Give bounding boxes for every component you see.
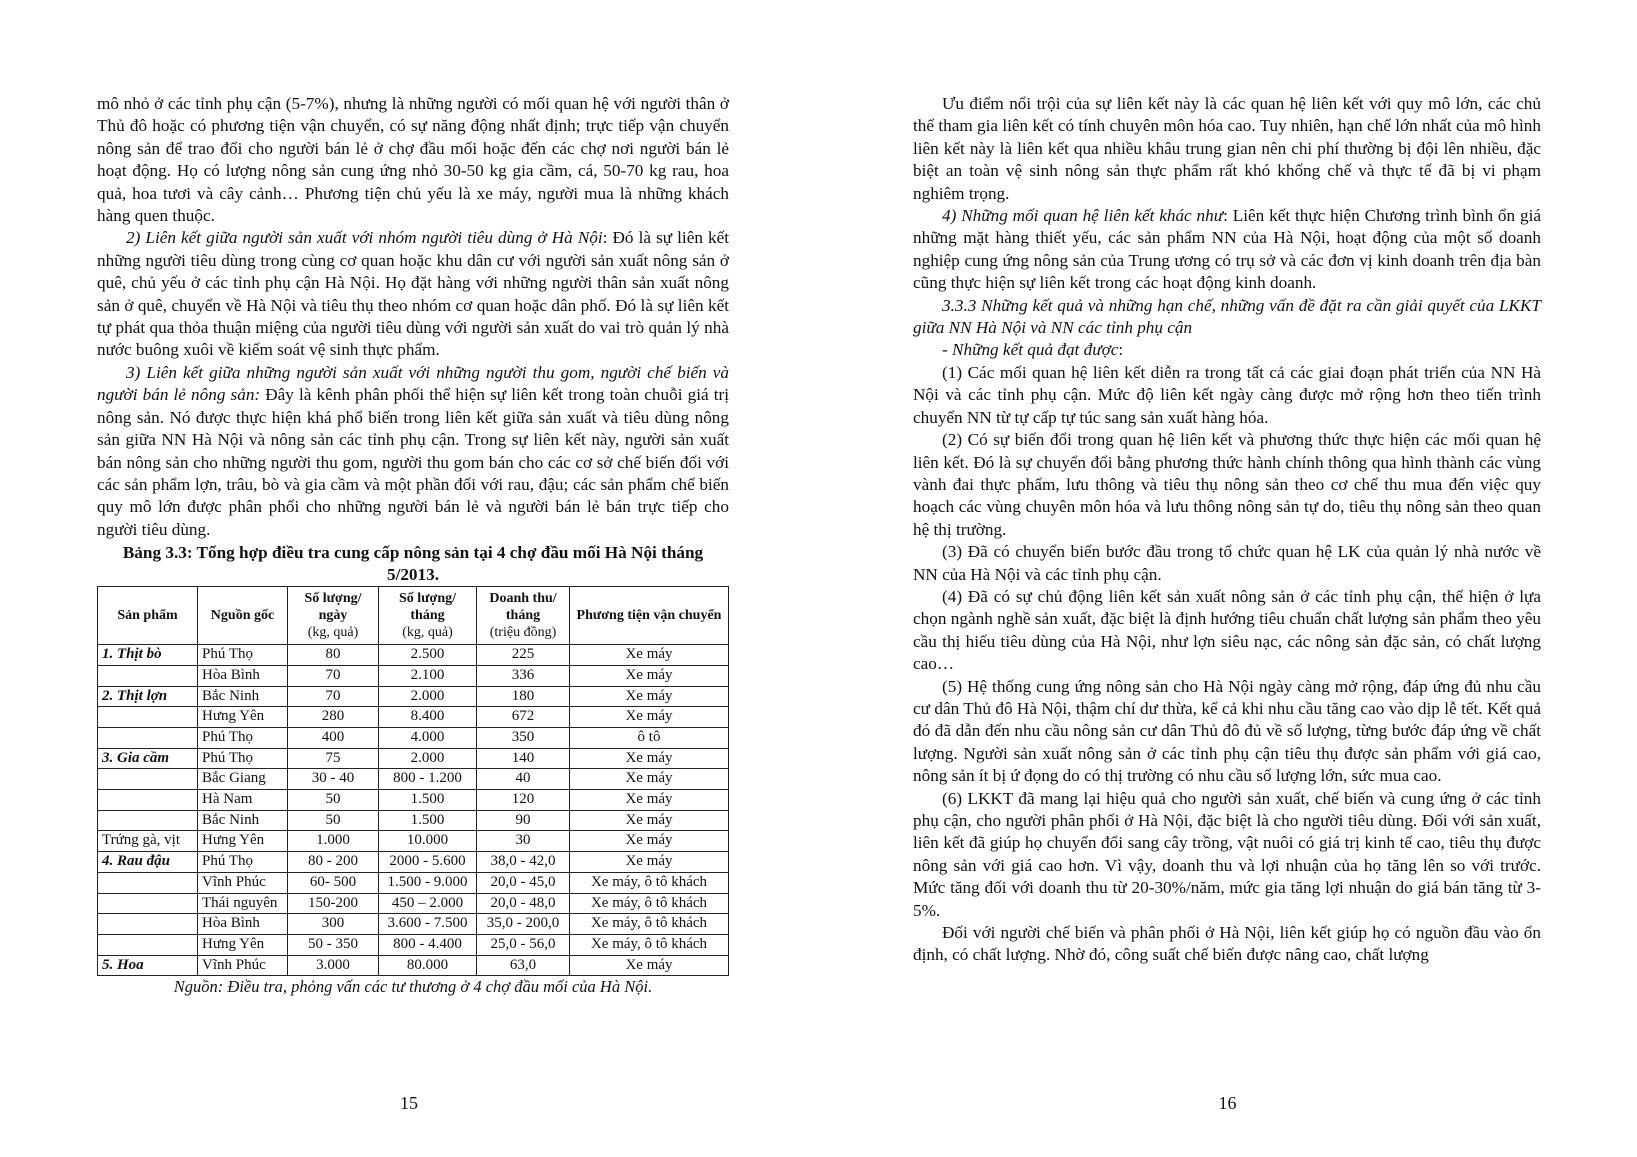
table-cell-revenue: 225 (477, 645, 570, 666)
right-paragraph-1: Ưu điểm nổi trội của sự liên kết này là các quan hệ liên kết với quy mô lớn, các chủ thể tham gia liên kết có tính chuyên môn hóa cao. Tuy nhiên, hạn chế lớn nhất của mô hình liên kết này là liên kết qua nhiều khâu trung gian nên chi phí thường bị đội lên nhiều, đặc biệt an toàn vệ sinh nông sản thực phẩm rất khó khống chế và thực tế đã bị vi phạm nghiêm trọng. (913, 94, 1541, 203)
table-cell-product: 5. Hoa (98, 955, 198, 976)
header-unit: (triệu đồng) (489, 625, 557, 641)
table-cell-transport: Xe máy (570, 852, 729, 873)
supply-table (97, 586, 729, 976)
header-label: Doanh thu/ tháng (489, 591, 557, 624)
table-row (98, 769, 729, 790)
table-cell-origin: Bắc Ninh (198, 810, 288, 831)
right-paragraph-10: (6) LKKT đã mang lại hiệu quả cho người sản xuất, chế biến và cung ứng ở các tỉnh phụ cận, cho người phân phối ở Hà Nội, đặc biệt là cho người tiêu dùng. Đối với sản xuất, liên kết đã giúp họ chuyển đổi sang cây trồng, vật nuôi có giá trị kinh tế cao, tiêu thụ được nông sản với giá cao hơn. Vì vậy, doanh thu và lợi nhuận của họ tăng lên so với trước. Mức tăng đối với doanh thu từ 20-30%/năm, mức gia tăng lợi nhuận do giá bán tăng từ 3-5%. (913, 788, 1541, 920)
right-paragraph-11: Đối với người chế biến và phân phối ở Hà Nội, liên kết giúp họ có nguồn đầu vào ổn định, có chất lượng. Nhờ đó, công suất chế biến được nâng cao, chất lượng (913, 923, 1541, 965)
table-cell-per-month: 4.000 (379, 727, 477, 748)
table-header-cell (477, 587, 570, 645)
table-cell-origin: Phú Thọ (198, 645, 288, 666)
table-cell-transport: Xe máy (570, 810, 729, 831)
table-cell-revenue: 120 (477, 790, 570, 811)
table-cell-product (98, 893, 198, 914)
table-cell-transport: Xe máy (570, 769, 729, 790)
table-cell-product (98, 769, 198, 790)
table-cell-per-day: 70 (288, 686, 379, 707)
table-cell-revenue: 140 (477, 748, 570, 769)
table-cell-per-day: 280 (288, 707, 379, 728)
right-paragraph-6: (2) Có sự biến đổi trong quan hệ liên kết và phương thức thực hiện các mối quan hệ liên kết. Đó là sự chuyển đổi bằng phương thức hành chính thông qua hình thành các vùng vành đai thực phẩm, lưu thông và tiêu thụ nông sản theo cơ chế thu mua đến việc quy hoạch các vùng chuyên môn hóa và lưu thông nông sản tự do, tiêu thụ nông sản theo quan hệ thị trường. (913, 430, 1541, 539)
table-cell-origin: Vĩnh Phúc (198, 955, 288, 976)
table-cell-per-day: 400 (288, 727, 379, 748)
table-cell-revenue: 180 (477, 686, 570, 707)
header-label: Số lượng/ ngày (304, 591, 362, 624)
table-row (98, 934, 729, 955)
table-cell-origin: Hưng Yên (198, 707, 288, 728)
table-cell-revenue: 20,0 - 45,0 (477, 872, 570, 893)
left-paragraph-3: 3) Liên kết giữa những người sản xuất với những người thu gom, người chế biến và người bán lẻ nông sản: Đây là kênh phân phối thể hiện sự liên kết trong toàn chuỗi giá trị nông sản. Nó được thực hiện khá phổ biến trong liên kết giữa sản xuất và tiêu dùng nông sản giữa NN Hà Nội và nông sản các tỉnh phụ cận. Trong sự liên kết này, người sản xuất bán nông sản cho những người thu gom, người thu gom bán cho các cơ sở chế biến đối với các sản phẩm lợn, trâu, bò và gia cầm và một phần đối với rau, đậu; các sản phẩm chế biến quy mô lớn được phân phối cho những người bán lẻ và người bán lẻ bán trực tiếp cho người tiêu dùng. (97, 362, 729, 539)
table-cell-per-month: 800 - 4.400 (379, 934, 477, 955)
table-cell-per-month: 450 – 2.000 (379, 893, 477, 914)
right-paragraph-4: - Những kết quả đạt được: (942, 340, 1124, 360)
table-cell-per-day: 50 (288, 810, 379, 831)
table-row (98, 645, 729, 666)
table-row (98, 665, 729, 686)
table-cell-per-month: 3.600 - 7.500 (379, 914, 477, 935)
table-cell-per-day: 80 (288, 645, 379, 666)
right-paragraph-5: (1) Các mối quan hệ liên kết diễn ra trong tất cả các giai đoạn phát triển của NN Hà Nội và các tỉnh phụ cận. Mức độ liên kết ngày càng được mở rộng hơn theo tiến trình chuyển NN từ tự cấp tự túc sang sản xuất hàng hóa. (913, 362, 1541, 427)
table-cell-per-month: 10.000 (379, 831, 477, 852)
table-cell-transport: Xe máy (570, 790, 729, 811)
table-cell-origin: Hòa Bình (198, 665, 288, 686)
paragraph-heading: 3) Liên kết giữa những người sản xuất với những người thu gom, người chế biến và người bán lẻ nông sản: (97, 362, 729, 405)
table-cell-transport: Xe máy, ô tô khách (570, 914, 729, 935)
table-cell-product (98, 810, 198, 831)
left-paragraph-2: 2) Liên kết giữa người sản xuất với nhóm người tiêu dùng ở Hà Nội: Đó là sự liên kết những người tiêu dùng trong cùng cơ quan hoặc khu dân cư với người sản xuất nông sản ở quê, chủ yếu ở các tỉnh phụ cận Hà Nội. Họ đặt hàng với những người thân sản xuất nông sản ở quê, chuyển về Hà Nội và tiêu thụ theo nhóm cơ quan hoặc dân phố. Đó là sự liên kết tự phát qua thỏa thuận miệng của người tiêu dùng với người sản xuất do vai trò quản lý nhà nước buông xuôi về kiểm soát vệ sinh thực phẩm. (97, 228, 729, 360)
table-caption: Bảng 3.3: Tổng hợp điều tra cung cấp nông sản tại 4 chợ đầu mối Hà Nội tháng 5/2013. (122, 543, 704, 585)
table-cell-per-month: 1.500 (379, 810, 477, 831)
table-cell-origin: Phú Thọ (198, 727, 288, 748)
table-body (98, 645, 729, 976)
table-cell-revenue: 40 (477, 769, 570, 790)
table-source: Nguồn: Điều tra, phỏng vấn các tư thương ở 4 chợ đầu mối của Hà Nội. (173, 977, 653, 997)
table-cell-revenue: 25,0 - 56,0 (477, 934, 570, 955)
table-row (98, 707, 729, 728)
table-cell-per-day: 75 (288, 748, 379, 769)
table-cell-product (98, 934, 198, 955)
table-row (98, 852, 729, 873)
table-cell-per-month: 8.400 (379, 707, 477, 728)
table-cell-product (98, 914, 198, 935)
table-cell-transport: Xe máy (570, 645, 729, 666)
table-cell-per-day: 80 - 200 (288, 852, 379, 873)
table-row (98, 810, 729, 831)
table-cell-per-month: 80.000 (379, 955, 477, 976)
table-cell-product: 3. Gia cầm (98, 748, 198, 769)
table-cell-per-month: 2.000 (379, 686, 477, 707)
paragraph-heading: - Những kết quả đạt được (942, 340, 1119, 360)
table-cell-per-day: 1.000 (288, 831, 379, 852)
table-cell-per-day: 50 (288, 790, 379, 811)
table-header-cell (379, 587, 477, 645)
table-cell-origin: Hòa Bình (198, 914, 288, 935)
table-cell-transport: Xe máy, ô tô khách (570, 872, 729, 893)
table-cell-per-month: 1.500 - 9.000 (379, 872, 477, 893)
table-cell-origin: Bắc Giang (198, 769, 288, 790)
table-row (98, 893, 729, 914)
table-cell-revenue: 350 (477, 727, 570, 748)
table-cell-revenue: 20,0 - 48,0 (477, 893, 570, 914)
page-number-right: 16 (1218, 1093, 1237, 1113)
table-cell-transport: Xe máy (570, 665, 729, 686)
table-cell-per-month: 2.100 (379, 665, 477, 686)
table-cell-revenue: 30 (477, 831, 570, 852)
table-cell-transport: Xe máy, ô tô khách (570, 893, 729, 914)
header-unit: (kg, quả) (307, 625, 359, 641)
table-cell-origin: Bắc Ninh (198, 686, 288, 707)
table-row (98, 831, 729, 852)
right-page (818, 0, 1637, 1157)
table-cell-product (98, 707, 198, 728)
header-label: Số lượng/ tháng (398, 591, 456, 624)
table-header-cell (570, 587, 729, 645)
table-cell-revenue: 63,0 (477, 955, 570, 976)
table-cell-product: Trứng gà, vịt (98, 831, 198, 852)
table-cell-revenue: 38,0 - 42,0 (477, 852, 570, 873)
header-label: Phương tiện vận chuyển (576, 608, 722, 624)
table-cell-transport: Xe máy (570, 707, 729, 728)
table-cell-transport: Xe máy (570, 831, 729, 852)
table-cell-per-month: 800 - 1.200 (379, 769, 477, 790)
table-cell-revenue: 90 (477, 810, 570, 831)
right-paragraph-7: (3) Đã có chuyển biến bước đầu trong tổ chức quan hệ LK của quản lý nhà nước về NN của Hà Nội và các tỉnh phụ cận. (913, 542, 1541, 584)
right-text-column (913, 93, 1541, 967)
header-unit: (kg, quả) (402, 625, 453, 641)
table-cell-origin: Vĩnh Phúc (198, 872, 288, 893)
table-cell-per-day: 60- 500 (288, 872, 379, 893)
table-cell-product (98, 727, 198, 748)
table-cell-origin: Hưng Yên (198, 831, 288, 852)
table-cell-per-day: 50 - 350 (288, 934, 379, 955)
table-cell-transport: ô tô (570, 727, 729, 748)
section-heading: 3.3.3 Những kết quả và những hạn chế, những vấn đề đặt ra cần giải quyết của LKKT giữa NN Hà Nội và NN các tỉnh phụ cận (913, 295, 1541, 338)
table-cell-origin: Hưng Yên (198, 934, 288, 955)
table-cell-per-month: 2.500 (379, 645, 477, 666)
table-cell-product: 1. Thịt bò (98, 645, 198, 666)
table-row (98, 914, 729, 935)
left-page (0, 0, 818, 1157)
table-cell-transport: Xe máy (570, 955, 729, 976)
table-cell-product (98, 790, 198, 811)
table-header-cell (98, 587, 198, 645)
table-cell-origin: Thái nguyên (198, 893, 288, 914)
table-cell-transport: Xe máy (570, 686, 729, 707)
table-cell-per-day: 70 (288, 665, 379, 686)
left-paragraph-1: mô nhỏ ở các tỉnh phụ cận (5-7%), nhưng là những người có mối quan hệ với người thân ở Thủ đô hoặc có phương tiện vận chuyển, có sự năng động nhất định; trực tiếp vận chuyển nông sản để trao đổi cho người bán lẻ ở chợ đầu mối hoặc đến các chợ nơi người bán lẻ hoạt động. Họ có lượng nông sản cung ứng nhỏ 30-50 kg gia cầm, cá, 50-70 kg rau, hoa quả, hoa tươi và cây cảnh… Phương tiện chủ yếu là xe máy, người mua là những khách hàng quen thuộc. (97, 94, 729, 226)
table-cell-transport: Xe máy, ô tô khách (570, 934, 729, 955)
paragraph-heading: 2) Liên kết giữa người sản xuất với nhóm người tiêu dùng ở Hà Nội (126, 228, 603, 248)
table-cell-product: 2. Thịt lợn (98, 686, 198, 707)
table-row (98, 727, 729, 748)
table-cell-product (98, 665, 198, 686)
table-cell-revenue: 336 (477, 665, 570, 686)
table-row (98, 790, 729, 811)
table-cell-revenue: 35,0 - 200,0 (477, 914, 570, 935)
table-cell-per-day: 30 - 40 (288, 769, 379, 790)
table-cell-per-month: 2.000 (379, 748, 477, 769)
header-label: Sản phẩm (117, 608, 178, 624)
table-row (98, 955, 729, 976)
table-cell-per-month: 1.500 (379, 790, 477, 811)
table-header-cell (288, 587, 379, 645)
table-cell-product: 4. Rau đậu (98, 852, 198, 873)
table-row (98, 748, 729, 769)
table-header (98, 587, 729, 645)
page-number-left: 15 (400, 1093, 418, 1113)
table-row (98, 872, 729, 893)
table-cell-per-day: 150-200 (288, 893, 379, 914)
table-cell-per-day: 300 (288, 914, 379, 935)
table-cell-per-month: 2000 - 5.600 (379, 852, 477, 873)
right-paragraph-2: 4) Những mối quan hệ liên kết khác như: Liên kết thực hiện Chương trình bình ổn giá những mặt hàng thiết yếu, các sản phẩm NN của Hà Nội, hoạt động của một số doanh nghiệp cung ứng nông sản của Trung ương có trụ sở và các đơn vị kinh doanh trên địa bàn cũng thực hiện sự liên kết trong các hoạt động kinh doanh. (913, 206, 1541, 293)
table-cell-origin: Phú Thọ (198, 852, 288, 873)
paragraph-heading: 4) Những mối quan hệ liên kết khác như (942, 206, 1224, 226)
table-cell-revenue: 672 (477, 707, 570, 728)
table-row (98, 686, 729, 707)
table-cell-per-day: 3.000 (288, 955, 379, 976)
header-label: Nguồn gốc (210, 608, 275, 624)
table-cell-origin: Hà Nam (198, 790, 288, 811)
table-cell-transport: Xe máy (570, 748, 729, 769)
left-text-column (97, 93, 729, 997)
table-cell-origin: Phú Thọ (198, 748, 288, 769)
table-header-cell (198, 587, 288, 645)
right-paragraph-8: (4) Đã có sự chủ động liên kết sản xuất nông sản ở các tỉnh phụ cận, thể hiện ở lựa chọn ngành nghề sản xuất, đặc biệt là định hướng tiêu chuẩn chất lượng sản phẩm theo yêu cầu thị hiếu tiêu dùng của Hà Nội, như lợn siêu nạc, các nông sản đặc sản, có chất lượng cao… (913, 586, 1541, 674)
right-paragraph-9: (5) Hệ thống cung ứng nông sản cho Hà Nội ngày càng mở rộng, đáp ứng đủ nhu cầu cư dân Thủ đô Hà Nội, thậm chí dư thừa, kể cả khi nhu cầu tăng cao vào dịp lễ tết. Kết quả đó đã dẫn đến nhu cầu nông sản cư dân Thủ đô đủ về số lượng, từng bước đáp ứng về chất lượng. Người sản xuất nông sản ở các tỉnh phụ cận tiêu thụ được sản phẩm với giá cao, nông sản ít bị ứ đọng do có thị trường có nhu cầu số lượng lớn, sức mua cao. (913, 676, 1541, 786)
table-cell-product (98, 872, 198, 893)
